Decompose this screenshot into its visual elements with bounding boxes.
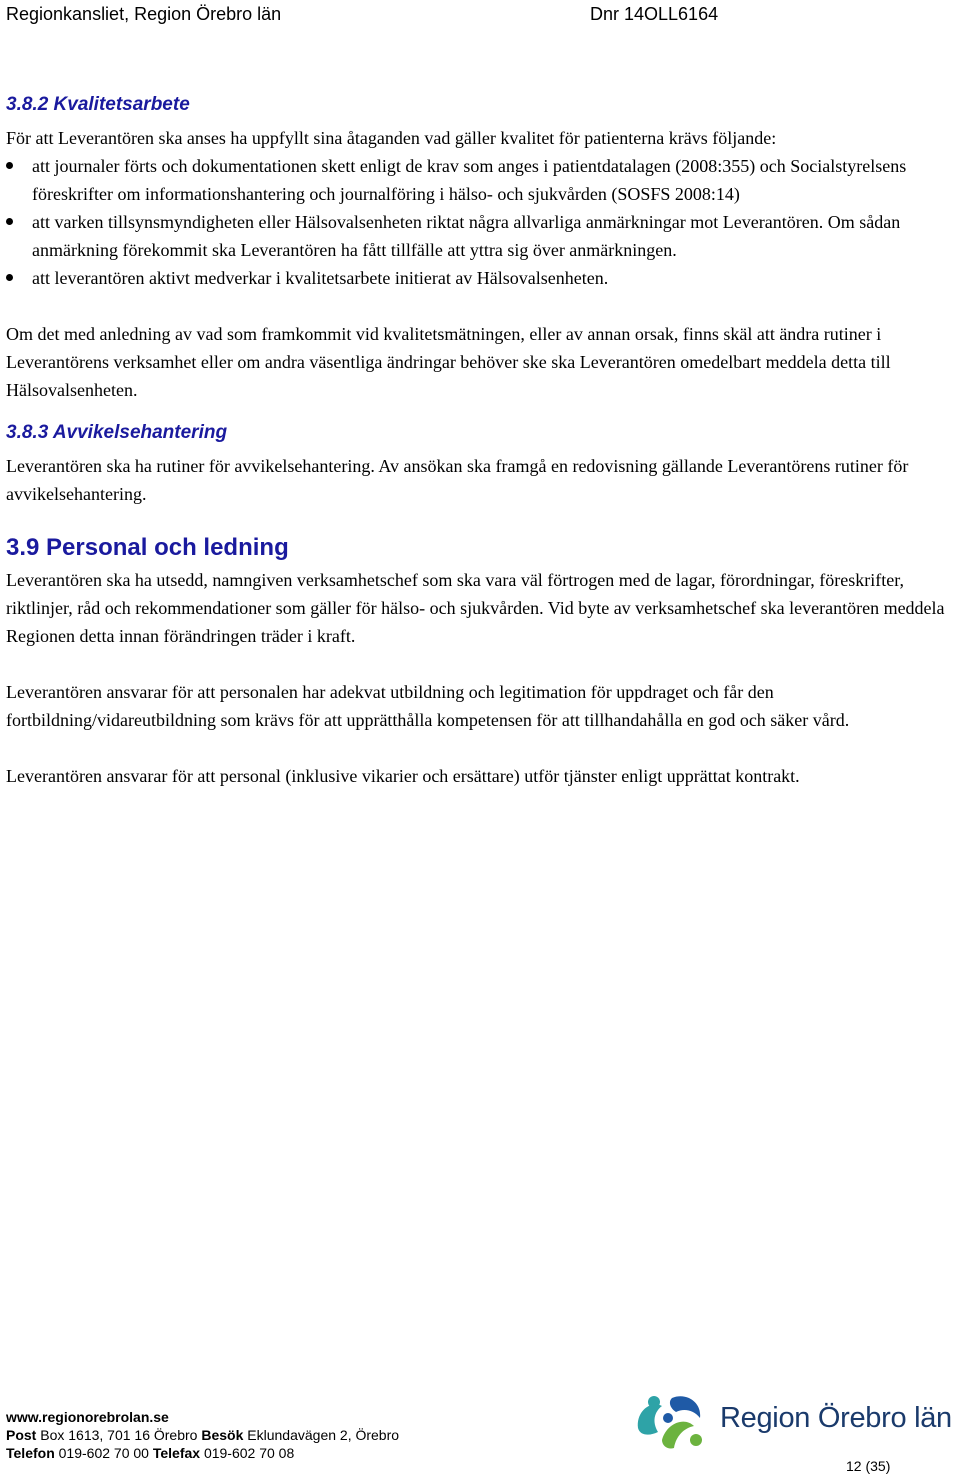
- requirements-list: [6, 152, 946, 292]
- section-3-8-2-paragraph: Om det med anledning av vad som framkommit vid kvalitetsmätningen, eller av annan orsak, finns skäl att ändra rutiner i Leverantörens verksamhet eller om andra väsentliga ändringar behöver ske ska Leverantören omedelbart meddela detta till Hälsovalsenheten.: [6, 324, 891, 400]
- bullet-icon: [6, 162, 13, 169]
- page-header: [0, 0, 960, 40]
- footer-fax-label: Telefax: [152, 1445, 201, 1461]
- region-logo-icon: [632, 1388, 716, 1456]
- section-3-9-paragraph-2: Leverantören ansvarar för att personalen har adekvat utbildning och legitimation för uppdraget och får den fortbildning/vidareutbildning som krävs för att upprätthålla kompetensen för att tillhandahålla en god och säker vård.: [6, 682, 850, 730]
- section-3-8-2-intro: För att Leverantören ska anses ha uppfyllt sina åtaganden vad gäller kvalitet för patienterna krävs följande:: [6, 128, 777, 148]
- section-3-9-paragraph-1: Leverantören ska ha utsedd, namngiven verksamhetschef som ska vara väl förtrogen med de lagar, förordningar, föreskrifter, riktlinjer, råd och rekommendationer som gäller för hälso- och sjukvården. Vid byte av verksamhetschef ska leverantören meddela Regionen detta innan förändringen träder i kraft.: [6, 570, 945, 646]
- footer-post-label: Post: [6, 1427, 37, 1443]
- list-item: [6, 264, 946, 292]
- header-document-number: Dnr 14OLL6164: [590, 4, 719, 24]
- section-heading-3-9: 3.9 Personal och ledning: [6, 534, 289, 561]
- region-logo-text: Region Örebro län: [720, 1402, 952, 1434]
- region-logo: [632, 1388, 958, 1456]
- section-3-8-3-paragraph: Leverantören ska ha rutiner för avvikelsehantering. Av ansökan ska framgå en redovisning gällande Leverantörens rutiner för avvikelsehantering.: [6, 456, 909, 504]
- footer-visit-value: Eklundavägen 2, Örebro: [247, 1427, 400, 1443]
- page-number: 12 (35): [846, 1458, 891, 1474]
- footer-phone-value: 019-602 70 00: [58, 1445, 149, 1461]
- footer-phone-label: Telefon: [6, 1445, 55, 1461]
- page-footer: [6, 1408, 399, 1462]
- bullet-icon: [6, 274, 13, 281]
- footer-website[interactable]: www.regionorebrolan.se: [6, 1409, 169, 1425]
- list-item: [6, 152, 946, 208]
- list-item-text: att varken tillsynsmyndigheten eller Hälsovalsenheten riktat några allvarliga anmärkningar mot Leverantören. Om sådan anmärkning förekommit ska Leverantören ha fått tillfälle att yttra sig över anmärkningen.: [32, 212, 901, 260]
- list-item-text: att leverantören aktivt medverkar i kvalitetsarbete initierat av Hälsovalsenheten.: [32, 268, 609, 288]
- footer-post-value: Box 1613, 701 16 Örebro: [40, 1427, 198, 1443]
- bullet-icon: [6, 218, 13, 225]
- footer-fax-value: 019-602 70 08: [203, 1445, 295, 1461]
- list-item: [6, 208, 946, 264]
- header-organization: Regionkansliet, Region Örebro län: [6, 4, 282, 24]
- section-heading-3-8-2: 3.8.2 Kvalitetsarbete: [6, 94, 190, 115]
- list-item-text: att journaler förts och dokumentationen skett enligt de krav som anges i patientdatalagen (2008:355) och Socialstyrelsens föreskrifter om informationshantering och journalföring i hälso- och sjukvården (SOSFS 2008:14): [32, 156, 907, 204]
- footer-visit-label: Besök: [201, 1427, 244, 1443]
- section-heading-3-8-3: 3.8.3 Avvikelsehantering: [6, 422, 228, 443]
- section-3-9-paragraph-3: Leverantören ansvarar för att personal (inklusive vikarier och ersättare) utför tjänster enligt upprättat kontrakt.: [6, 766, 800, 786]
- document-body: [6, 94, 946, 790]
